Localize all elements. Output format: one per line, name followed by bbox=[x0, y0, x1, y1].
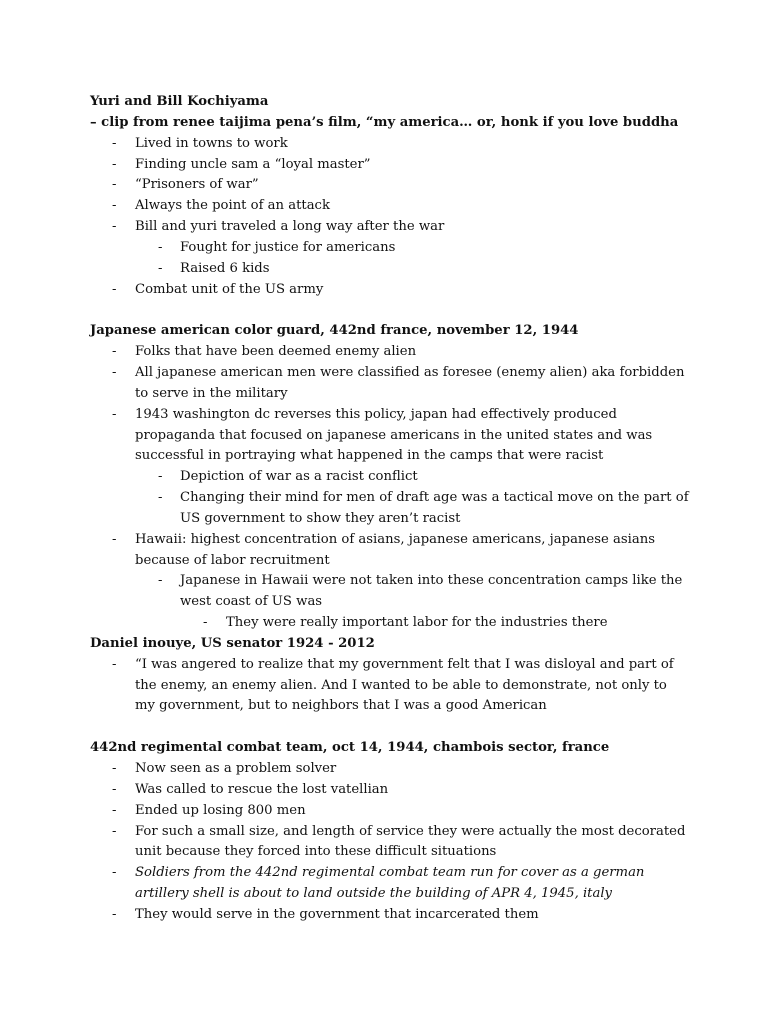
list-item: - Finding uncle sam a “loyal master” bbox=[90, 155, 690, 176]
section-title: Yuri and Bill Kochiyama bbox=[90, 94, 269, 109]
spacer bbox=[90, 717, 690, 738]
list-item: - For such a small size, and length of service they were actually the most decorated unit because they forced into these difficult situations bbox=[90, 822, 690, 864]
list-item: - Combat unit of the US army bbox=[90, 280, 690, 301]
sub-list-item: - Raised 6 kids bbox=[90, 259, 690, 280]
section-title: Japanese american color guard, 442nd france, november 12, 1944 bbox=[90, 323, 579, 339]
photo-caption-item: - Soldiers from the 442nd regimental combat team run for cover as a german artillery shell is about to land outside the building of APR 4, 1945, italy bbox=[90, 863, 690, 905]
bullet-list bbox=[90, 655, 690, 718]
notes-content bbox=[90, 92, 690, 926]
spacer bbox=[90, 300, 690, 321]
list-item: - Was called to rescue the lost vatellian bbox=[90, 780, 690, 801]
list-item: - All japanese american men were classified as foresee (enemy alien) aka forbidden to serve in the military bbox=[90, 363, 690, 405]
list-item: - Bill and yuri traveled a long way after the war bbox=[90, 217, 690, 238]
quote-item: - “I was angered to realize that my government felt that I was disloyal and part of the enemy, an enemy alien. And I wanted to be able to demonstrate, not only to my government, but to neighbors that I was a good American bbox=[90, 655, 690, 718]
list-item: - Folks that have been deemed enemy alien bbox=[90, 342, 690, 363]
sub-list-item: - Changing their mind for men of draft age was a tactical move on the part of US government to show they aren’t racist bbox=[90, 488, 690, 530]
list-item: - Lived in towns to work bbox=[90, 134, 690, 155]
list-item: - Always the point of an attack bbox=[90, 196, 690, 217]
sub-list-item: - Fought for justice for americans bbox=[90, 238, 690, 259]
list-item: - Ended up losing 800 men bbox=[90, 801, 690, 822]
sub-sub-list-item: - They were really important labor for the industries there bbox=[90, 613, 690, 634]
bullet-list bbox=[90, 342, 690, 634]
list-item: - “Prisoners of war” bbox=[90, 175, 690, 196]
section-title: Daniel inouye, US senator 1924 - 2012 bbox=[90, 635, 375, 651]
bullet-list bbox=[90, 759, 690, 926]
list-item: - Now seen as a problem solver bbox=[90, 759, 690, 780]
list-item: - Hawaii: highest concentration of asians, japanese americans, japanese asians because of labor recruitment bbox=[90, 530, 690, 572]
list-item: - 1943 washington dc reverses this policy, japan had effectively produced propaganda that focused on japanese americans in the united states and was successful in portraying what happened in the camps that were racist bbox=[90, 405, 690, 468]
section-title: 442nd regimental combat team, oct 14, 1944, chambois sector, france bbox=[90, 740, 610, 756]
bullet-list bbox=[90, 134, 690, 301]
sub-list-item: - Depiction of war as a racist conflict bbox=[90, 467, 690, 488]
list-item: - They would serve in the government that incarcerated them bbox=[90, 905, 690, 926]
sub-list-item: - Japanese in Hawaii were not taken into these concentration camps like the west coast of US was bbox=[90, 571, 690, 613]
section-subtitle: – clip from renee taijima pena’s film, “my america… or, honk if you love buddha bbox=[90, 114, 679, 130]
